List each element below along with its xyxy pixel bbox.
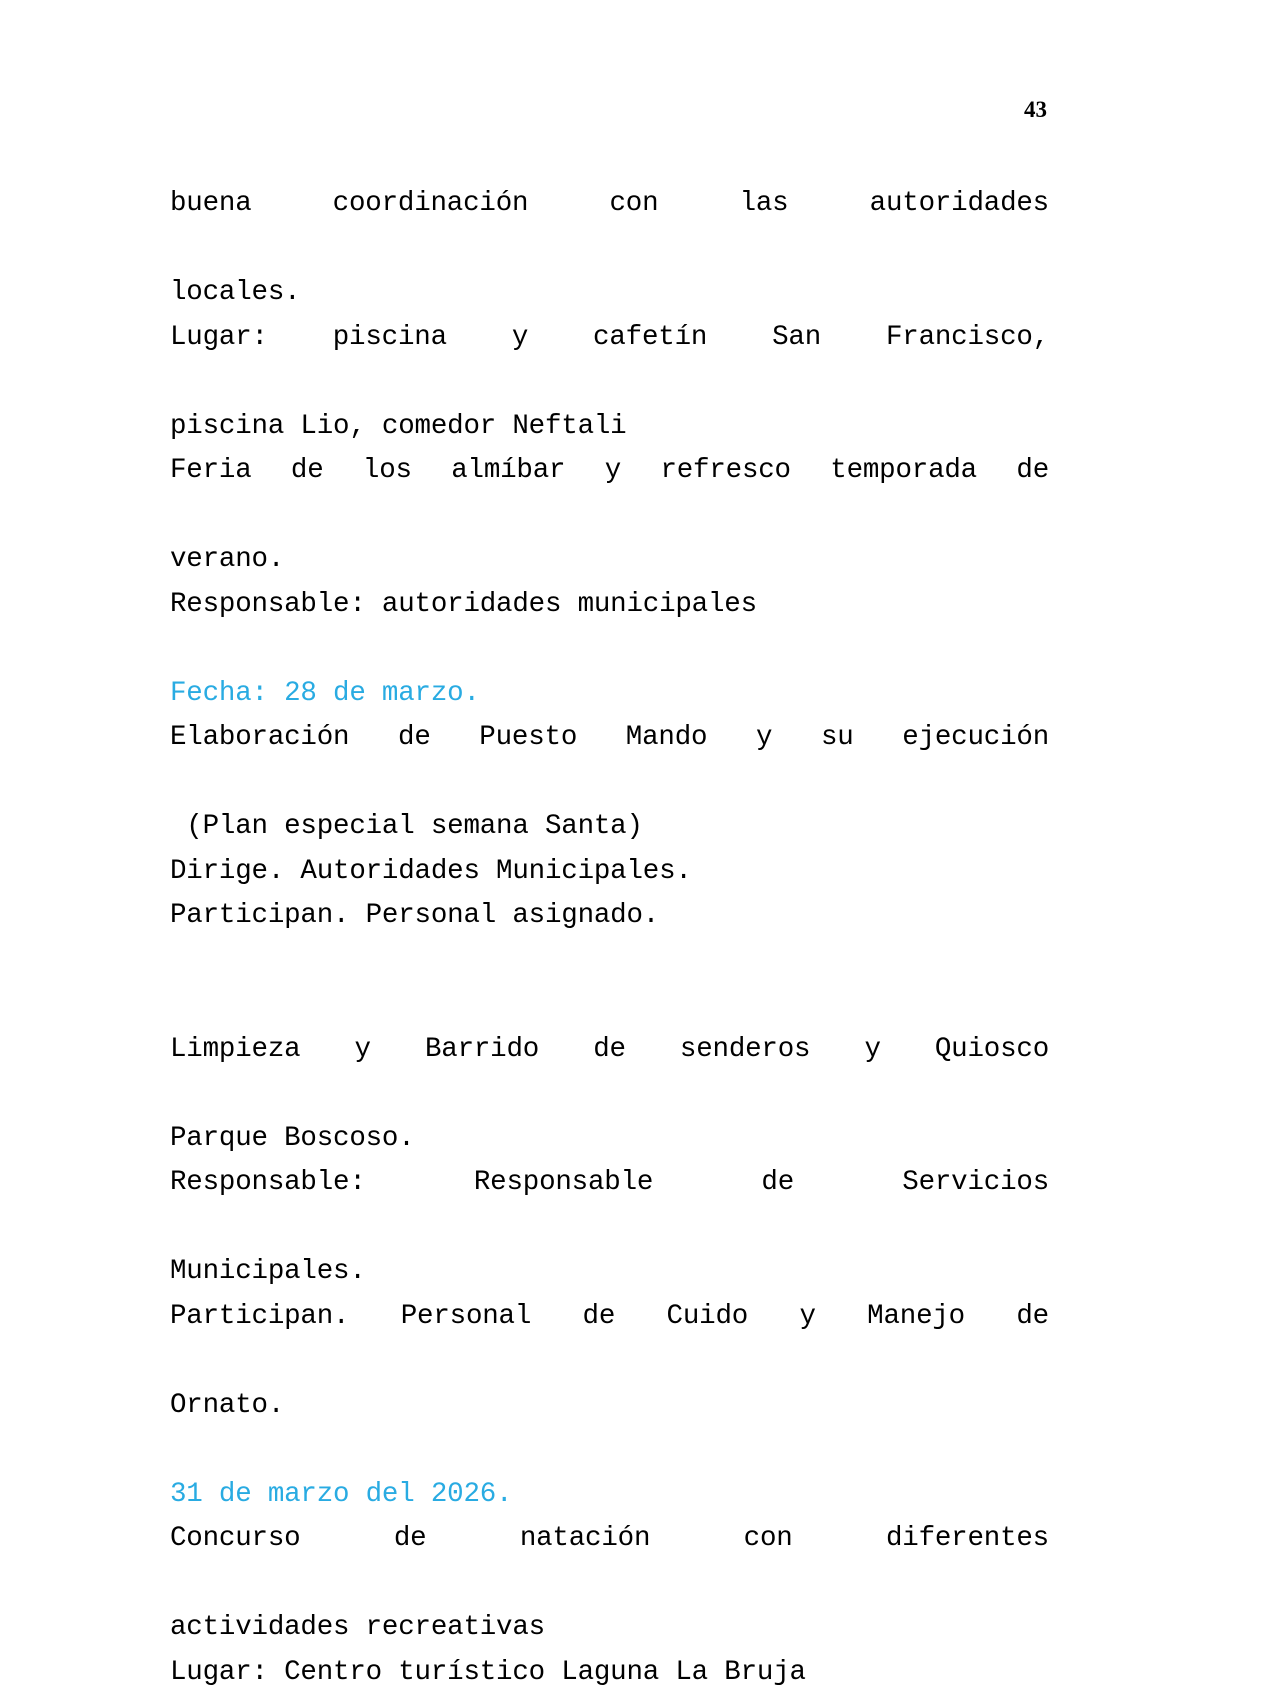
paragraph-participan-personal-asignado [170, 894, 1049, 939]
text-line: buena coordinación con las autoridades [170, 182, 1049, 271]
text-line: Responsable: autoridades municipales [170, 583, 1049, 628]
text-line: verano. [170, 538, 1049, 583]
text-line: Lugar: piscina y cafetín San Francisco, [170, 316, 1049, 405]
text-line: Concurso de natación con diferentes [170, 1517, 1049, 1606]
text-line: piscina Lio, comedor Neftali [170, 405, 1049, 450]
text-line: Responsable: Responsable de Servicios [170, 1161, 1049, 1250]
paragraph-participan-cuido-ornato [170, 1295, 1049, 1429]
text-line: Limpieza y Barrido de senderos y Quiosco [170, 1028, 1049, 1117]
paragraph-limpieza-barrido [170, 1028, 1049, 1162]
heading-fecha-28-marzo: Fecha: 28 de marzo. [170, 672, 1049, 717]
paragraph-responsable-autoridades [170, 583, 1049, 628]
paragraph-elaboracion-puesto-mando [170, 716, 1049, 850]
paragraph-lugar-laguna [170, 1651, 1049, 1695]
text-line: Participan. Personal asignado. [170, 894, 1049, 939]
text-line: Elaboración de Puesto Mando y su ejecución [170, 716, 1049, 805]
document-body [170, 182, 1049, 1695]
paragraph-lugar-piscina [170, 316, 1049, 450]
text-line: Lugar: Centro turístico Laguna La Bruja [170, 1651, 1049, 1695]
text-line: (Plan especial semana Santa) [170, 805, 1049, 850]
paragraph-spacer [170, 627, 1049, 672]
paragraph-feria [170, 449, 1049, 583]
paragraph-responsable-servicios [170, 1161, 1049, 1295]
paragraph-spacer [170, 1428, 1049, 1473]
text-line: Municipales. [170, 1250, 1049, 1295]
paragraph-spacer [170, 983, 1049, 1028]
paragraph-spacer [170, 939, 1049, 984]
page-number: 43 [1024, 98, 1047, 121]
text-line: locales. [170, 271, 1049, 316]
heading-fecha-31-marzo: 31 de marzo del 2026. [170, 1473, 1049, 1518]
text-line: actividades recreativas [170, 1606, 1049, 1651]
paragraph-continuation [170, 182, 1049, 316]
text-line: Parque Boscoso. [170, 1117, 1049, 1162]
text-line: Dirige. Autoridades Municipales. [170, 850, 1049, 895]
paragraph-dirige [170, 850, 1049, 895]
text-line: Participan. Personal de Cuido y Manejo de [170, 1295, 1049, 1384]
text-line: Ornato. [170, 1384, 1049, 1429]
text-line: Feria de los almíbar y refresco temporada de [170, 449, 1049, 538]
paragraph-concurso-natacion [170, 1517, 1049, 1651]
